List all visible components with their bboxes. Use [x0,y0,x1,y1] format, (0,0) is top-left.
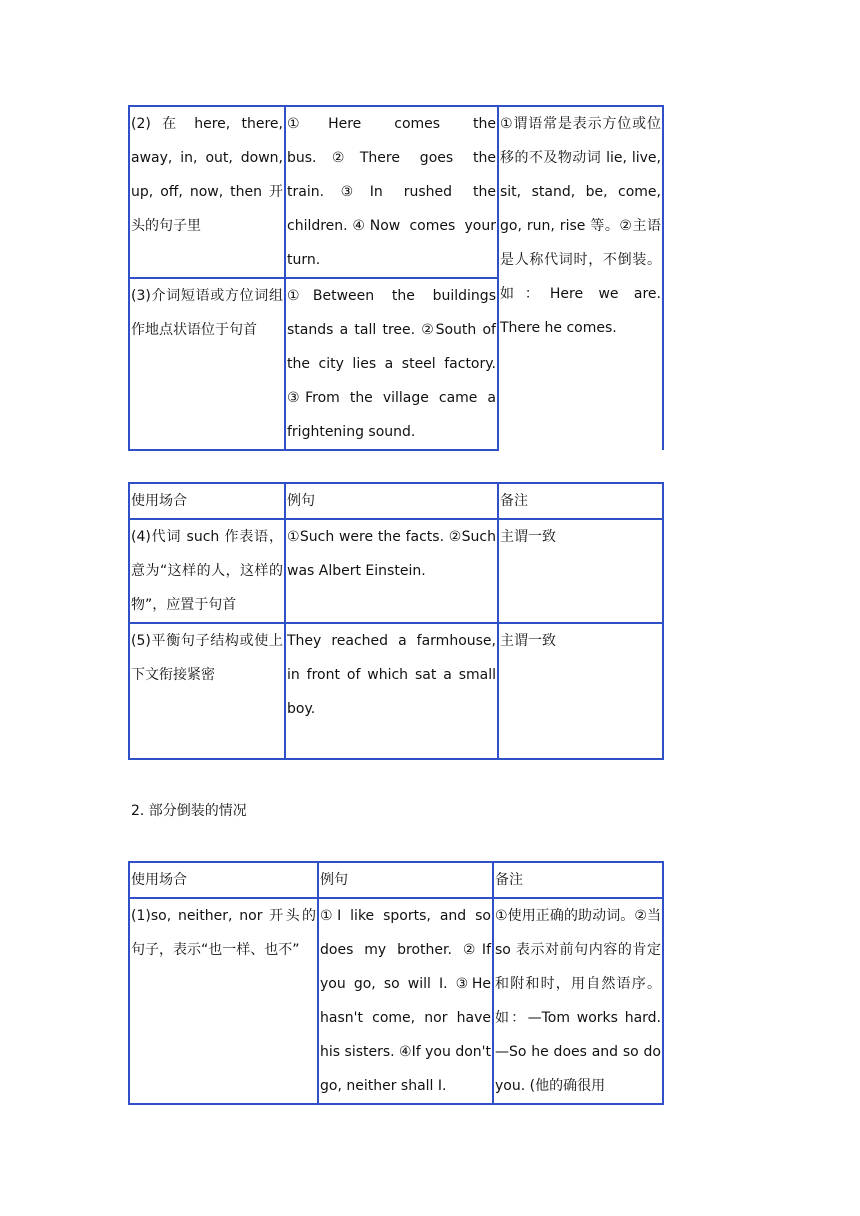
partial-inversion-table [128,861,664,1105]
header-example: 例句 [285,483,498,519]
header-note: 备注 [493,862,663,898]
header-example: 例句 [318,862,493,898]
note-cell: ①谓语常是表示方位或位移的不及物动词 lie, live, sit, stand, be, come, go, run, rise 等。②主语是人称代词时，不倒装。如：Here we are. There he comes. [498,106,663,450]
inversion-table-1 [128,105,664,451]
example-cell: ①Here comes the bus.②There goes the train.③In rushed the children.④Now comes your turn. [285,106,498,278]
example-cell: ①Between the buildings stands a tall tree. ②South of the city lies a steel factory. ③From the village came a frightening sound. [285,278,498,450]
usage-cell: (1)so, neither, nor 开头的句子，表示“也一样、也不” [129,898,318,1104]
example-cell: ①Such were the facts. ②Such was Albert Einstein. [285,519,498,623]
note-cell: 主谓一致 [498,623,663,759]
header-note: 备注 [498,483,663,519]
note-cell: ①使用正确的助动词。②当 so 表示对前句内容的肯定和附和时，用自然语序。如：—Tom works hard. —So he does and so do you. (他的确很用 [493,898,663,1104]
usage-cell: (2) 在 here, there, away, in, out, down, up, off, now, then 开头的句子里 [129,106,285,278]
table-row [129,106,663,278]
table-row [129,519,663,623]
usage-cell: (5)平衡句子结构或使上下文衔接紧密 [129,623,285,759]
table-row [129,898,663,1104]
header-usage: 使用场合 [129,862,318,898]
usage-cell: (4)代词 such 作表语，意为“这样的人，这样的物”，应置于句首 [129,519,285,623]
usage-cell: (3)介词短语或方位词组作地点状语位于句首 [129,278,285,450]
example-cell: They reached a farmhouse, in front of which sat a small boy. [285,623,498,759]
note-cell: 主谓一致 [498,519,663,623]
example-cell: ①I like sports, and so does my brother. ②If you go, so will I. ③He hasn't come, nor have his sisters. ④If you don't go, neither shall I. [318,898,493,1104]
table-header-row [129,483,663,519]
table-row [129,623,663,759]
inversion-table-2 [128,482,664,760]
header-usage: 使用场合 [129,483,285,519]
table-header-row [129,862,663,898]
section-title: 2. 部分倒装的情况 [131,803,247,819]
